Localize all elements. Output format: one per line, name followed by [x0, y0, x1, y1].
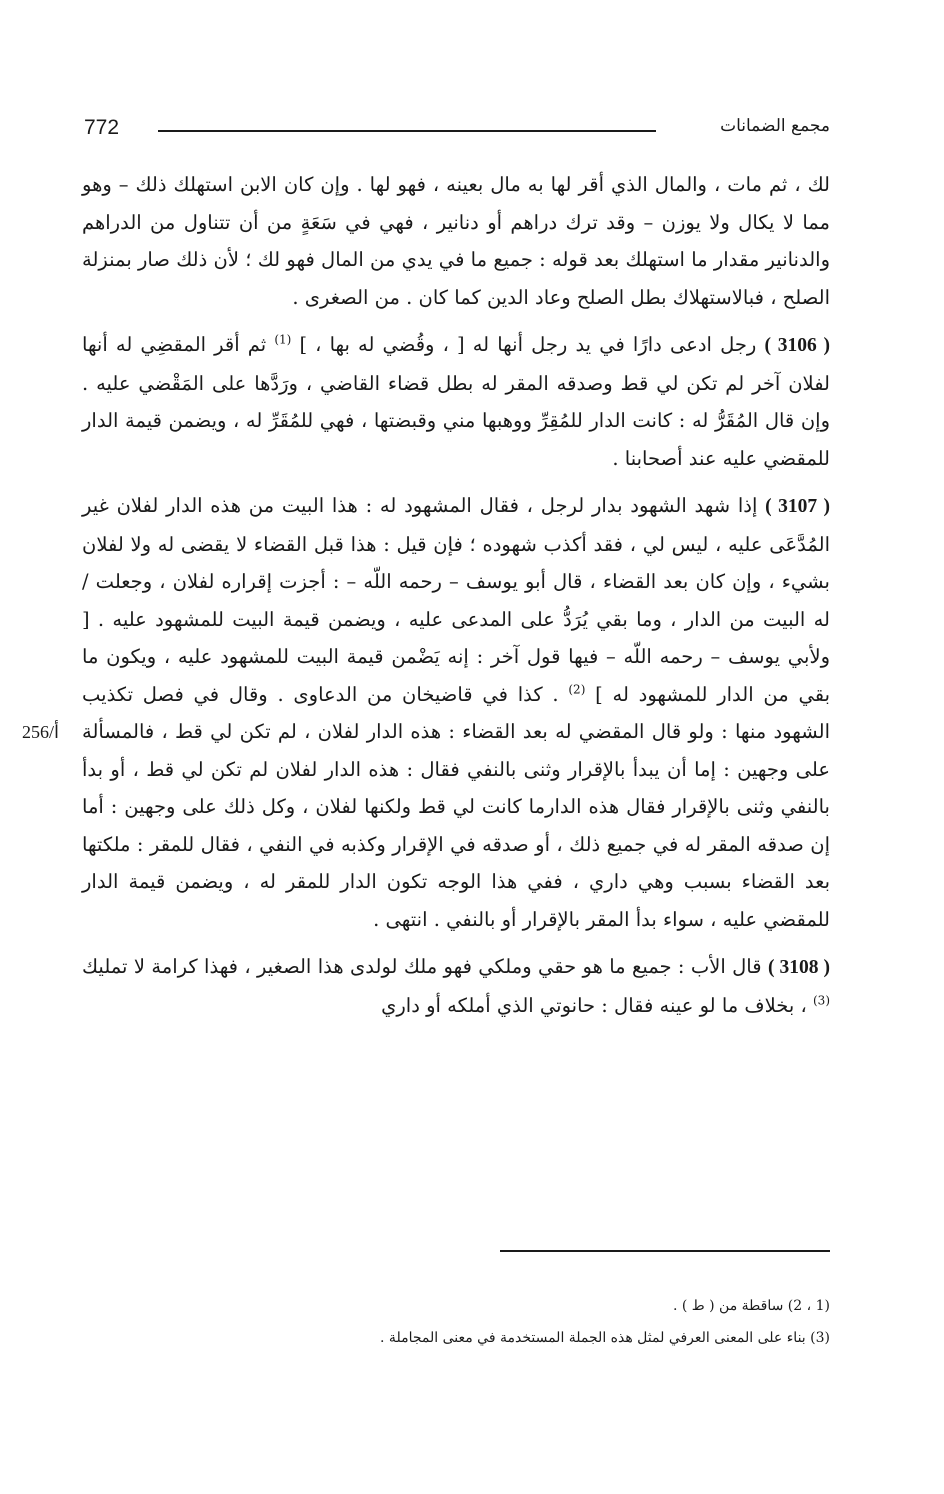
paragraph-3107	[82, 487, 830, 938]
paragraph-3108	[82, 948, 830, 1024]
footnote-1: (1 ، 2) ساقطة من ( ط ) .	[672, 1298, 830, 1314]
paragraph-3106	[82, 326, 830, 477]
margin-note: 256/أ	[22, 722, 60, 742]
body-text	[82, 166, 830, 1024]
paragraph-text: ثم أقر المقضِي له أنها لفلان آخر لم تكن لي قط وصدقه المقر له بطل قضاء القاضي ، ورَدَّها على المَقْضي عليه . وإن قال المُقَرُّ له : كانت الدار للمُقِرِّ ووهبها مني وقبضتها ، فهي للمُقَرِّ له ، ويضمن قيمة الدار للمقضي عليه عند أصحابنا .	[82, 333, 830, 470]
entry-marker: ( 3108 )	[767, 957, 831, 978]
paragraph-text: رجل ادعى دارًا في يد رجل أنها له [ ، وقُضي له بها ، ]	[299, 333, 757, 356]
footnote-rule	[500, 1250, 830, 1252]
footnote-ref: (1)	[274, 332, 292, 347]
paragraph-1: لك ، ثم مات ، والمال الذي أقر لها به مال بعينه ، فهو لها . وإن كان الابن استهلك ذلك – وهو مما لا يكال ولا يوزن – وقد ترك دراهم أو دنانير ، فهي في سَعَةٍ من أن تتناول من الدراهم والدنانير مقدار ما استهلك بعد قوله : جميع ما في يدي من المال فهو لك ؛ لأن ذلك صار بمنزلة الصلح ، فبالاستهلاك بطل الصلح وعاد الدين كما كان . من الصغرى .	[82, 173, 830, 309]
paragraph-text: إذا شهد الشهود بدار لرجل ، فقال المشهود له : هذا البيت من هذه الدار لفلان غير المُدَّعَى عليه ، ليس لي ، فقد أكذب شهوده ؛ فإن قيل : هذا قبل القضاء لا يقضى له ولا لفلان بشيء ، وإن كان بعد القضاء ، قال أبو يوسف – رحمه اللّه – : أجزت إقراره لفلان ، وجعلت / له البيت من الدار ، وما بقي يُرَدُّ على المدعى عليه ، ويضمن قيمة البيت للمشهود عليه . [ ولأبي يوسف – رحمه اللّه – فيها قول آخر : إنه يَضْمن قيمة البيت للمشهود عليه ، ويكون ما بقي من الدار للمشهود له ]	[82, 494, 830, 706]
paragraph-text: قال الأب : جميع ما هو حقي وملكي فهو ملك لولدى هذا الصغير ، فهذا كرامة لا تمليك	[82, 955, 762, 978]
paragraph-text: ، بخلاف ما لو عينه فقال : حانوتي الذي أملكه أو داري	[381, 993, 807, 1017]
footnote-ref: (3)	[812, 993, 830, 1007]
entry-marker: ( 3107 )	[765, 496, 831, 517]
page-number: 772	[84, 116, 120, 139]
footnote-ref: (2)	[568, 682, 586, 696]
entry-marker: ( 3106 )	[764, 335, 831, 356]
footnote-2: (3) بناء على المعنى العرفي لمثل هذه الجملة المستخدمة في معنى المجاملة .	[380, 1330, 830, 1346]
header-rule	[158, 130, 656, 132]
paragraph-text: . كذا في قاضيخان من الدعاوى . وقال في فصل تكذيب الشهود منها : ولو قال المقضي له بعد القضاء : هذه الدار لفلان ، لم تكن لي قط ، فالمسألة على وجهين : إما أن يبدأ بالإقرار وثنى بالنفي فقال : هذه الدار لفلان لم تكن لي قط ، أو بدأ بالنفي وثنى بالإقرار فقال هذه الدارما كانت لي قط ولكنها لفلان ، وكل ذلك على وجهين : أما إن صدقه المقر له في جميع ذلك ، أو صدقه في الإقرار وكذبه في النفي ، فقال للمقر : ملكتها بعد القضاء بسبب وهي داري ، ففي هذا الوجه تكون الدار للمقر له ، ويضمن قيمة الدار للمقضي عليه ، سواء بدأ المقر بالإقرار أو بالنفي . انتهى .	[82, 682, 830, 931]
footnotes	[82, 1290, 830, 1354]
running-title: مجمع الضمانات	[720, 116, 830, 136]
